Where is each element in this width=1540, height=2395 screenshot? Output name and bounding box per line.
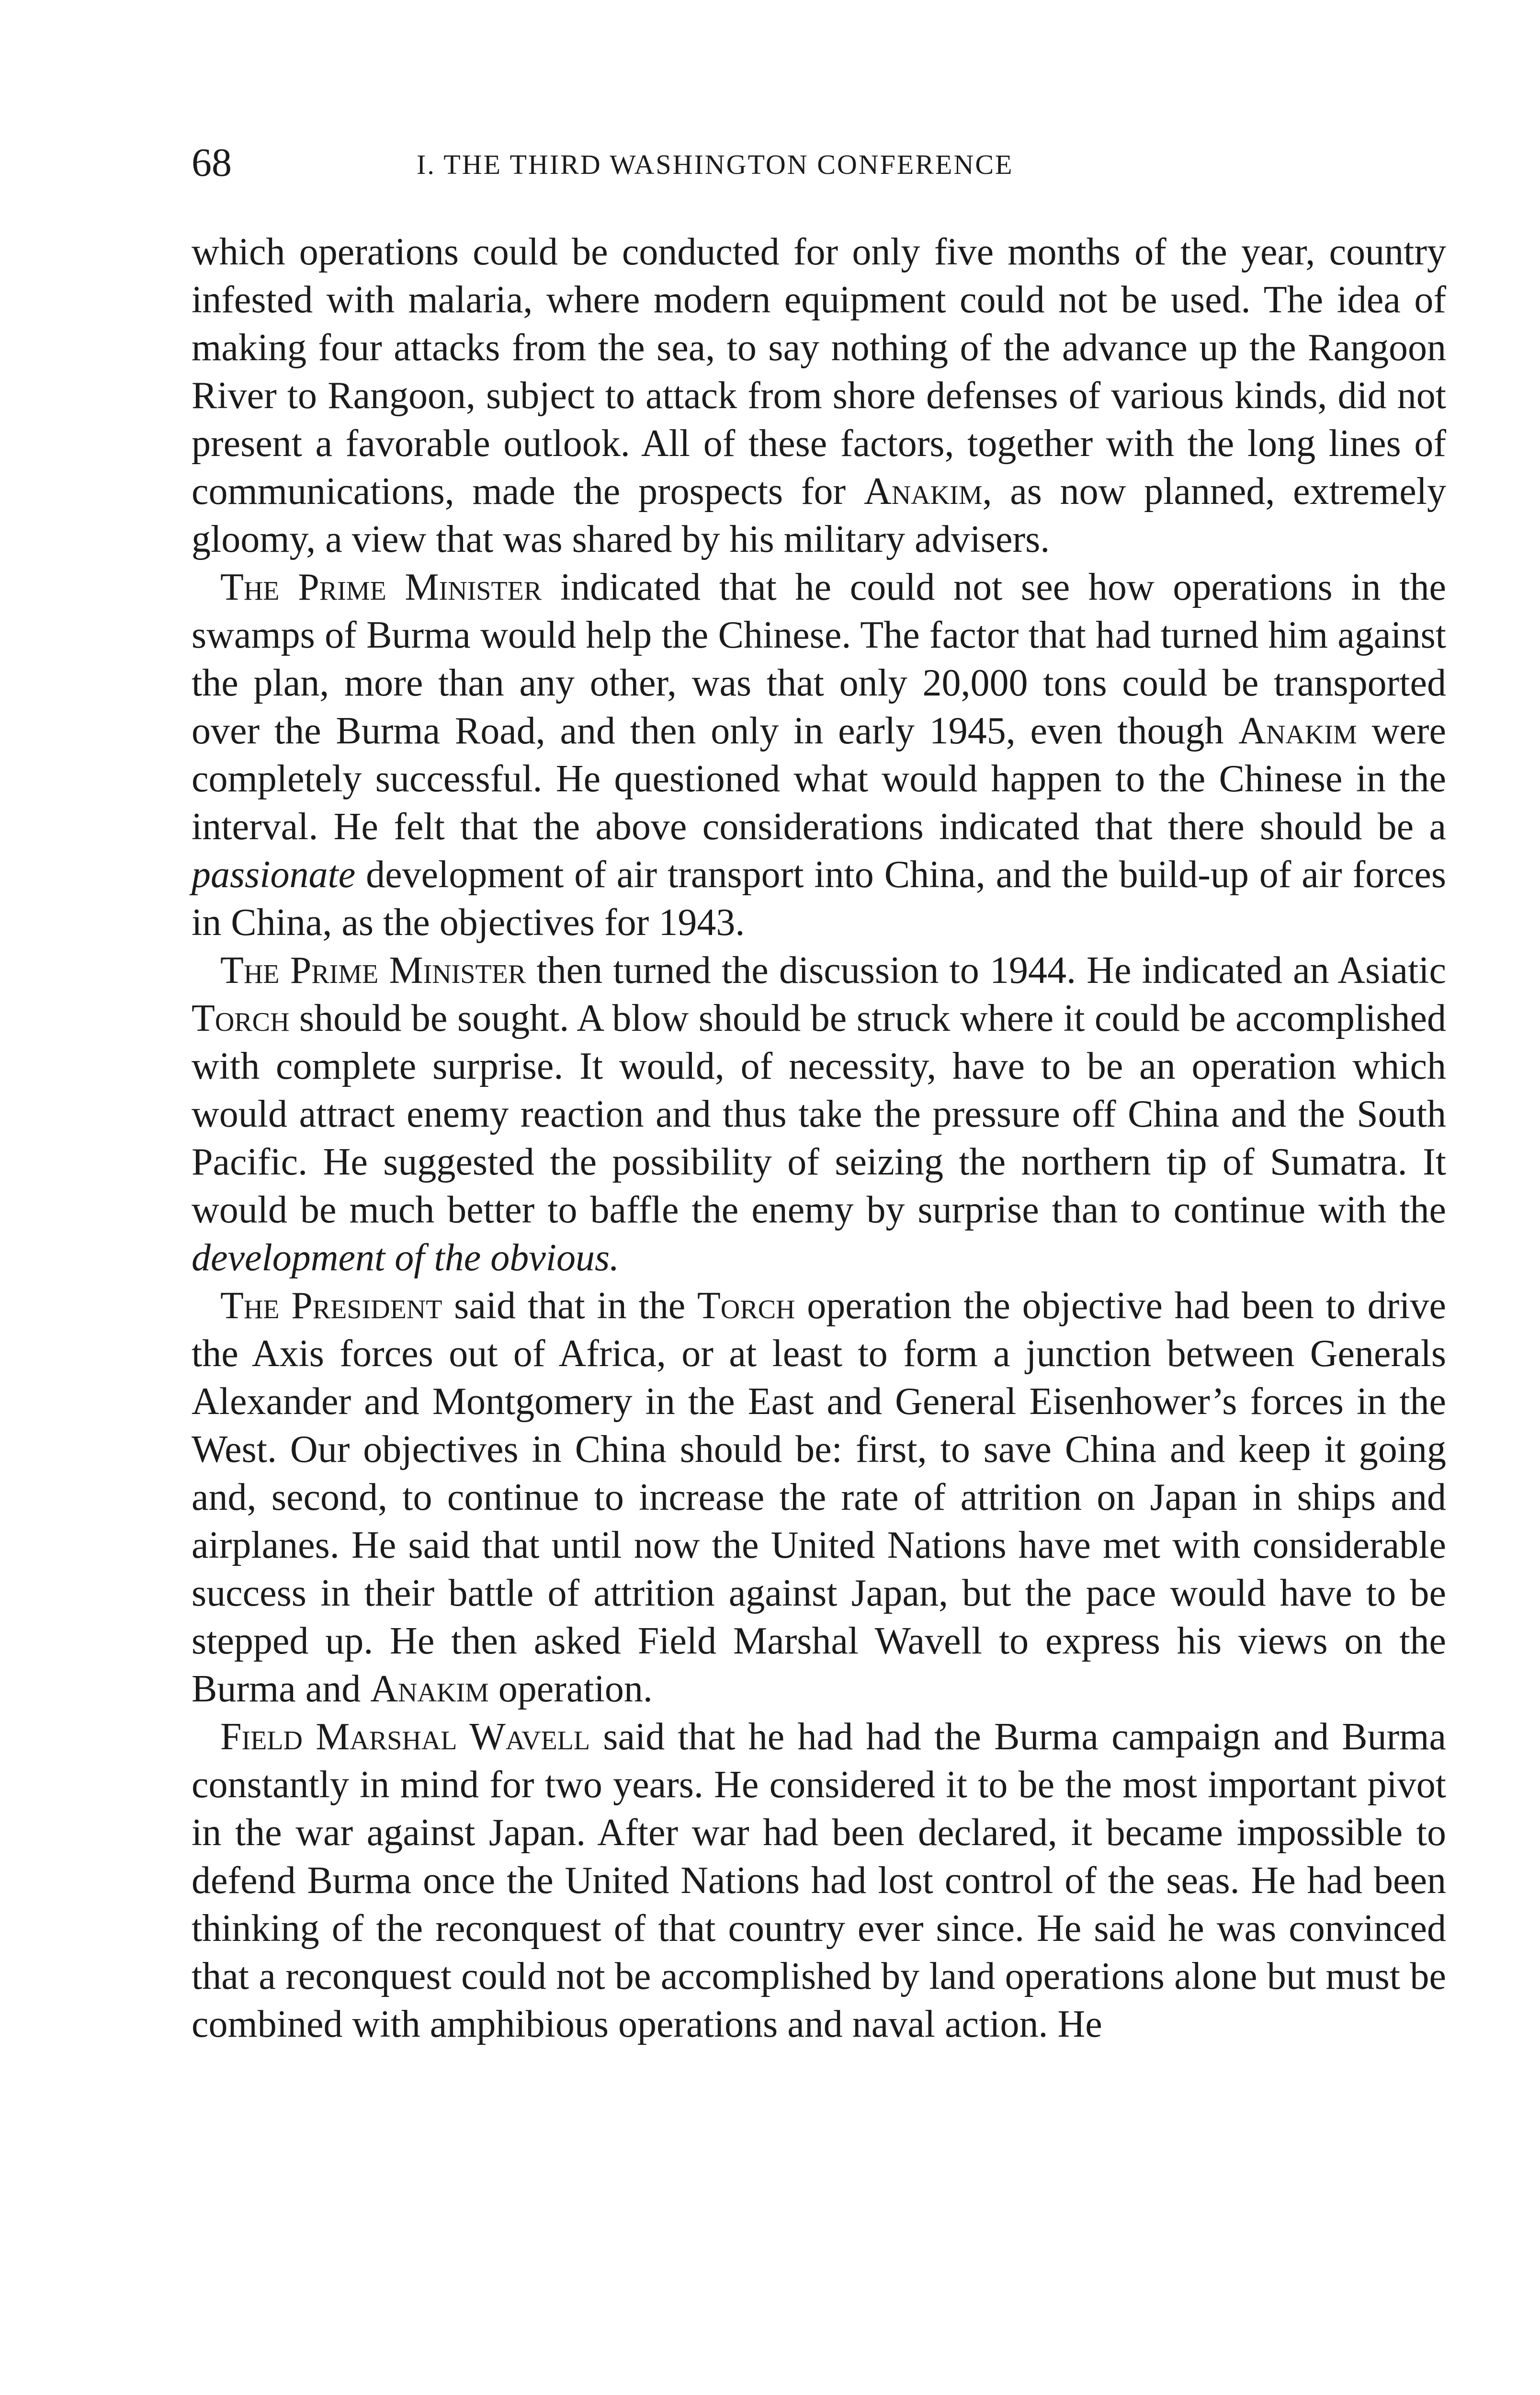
paragraph-text: operation. [488, 1668, 653, 1710]
operation-name: Anakim [370, 1668, 489, 1710]
paragraph-4 [192, 1282, 1446, 1713]
speaker-name: The Prime Minister [220, 566, 542, 608]
page-header [192, 139, 1446, 206]
body-text [192, 228, 1446, 2048]
paragraph-5 [192, 1713, 1446, 2048]
operation-name: Anakim [863, 470, 983, 513]
operation-name: Anakim [1238, 710, 1357, 752]
emphasis-text: development of the obvious. [192, 1237, 620, 1279]
page-number: 68 [192, 140, 232, 185]
running-head: I. THE THIRD WASHINGTON CONFERENCE [417, 149, 1014, 180]
speaker-name: The Prime Minister [220, 949, 526, 992]
operation-name: Torch [192, 997, 290, 1039]
operation-name: Torch [697, 1285, 795, 1327]
paragraph-text: should be sought. A blow should be struck where it could be accomplished with complete surprise. It would, of necessity, have to be an operation which would attract enemy reaction and thus take the pressure off China and the South Pacific. He suggested the possibility of seizing the northern tip of Sumatra. It would be much better to baffle the enemy by surprise than to continue with the [192, 997, 1446, 1231]
speaker-name: The President [220, 1285, 442, 1327]
speaker-name: Field Marshal Wavell [220, 1716, 590, 1758]
paragraph-3 [192, 947, 1446, 1282]
paragraph-text: , as now planned, extremely gloomy, a view that was shared by his military advisers. [192, 470, 1446, 560]
paragraph-text: indicated that he could not see how operations in the swamps of Burma would help the Chinese. The factor that had turned him against the plan, more than any other, was that only 20,000 tons could be transported over the Burma Road, and then only in early 1945, even though [192, 566, 1446, 752]
emphasis-text: passionate [192, 854, 356, 896]
paragraph-2 [192, 563, 1446, 947]
paragraph-text: said that in the [442, 1285, 698, 1327]
paragraph-text: then turned the discussion to 1944. He indicated an Asiatic [526, 949, 1447, 992]
paragraph-text: were completely successful. He questioned what would happen to the Chinese in the interval. He felt that the above considerations indicated that there should be a [192, 710, 1446, 848]
paragraph-1 [192, 228, 1446, 563]
paragraph-text: said that he had had the Burma campaign and Burma constantly in mind for two years. He considered it to be the most important pivot in the war against Japan. After war had been declared, it became impossible to defend Burma once the United Nations had lost control of the seas. He had been thinking of the reconquest of that country ever since. He said he was convinced that a reconquest could not be accomplished by land operations alone but must be combined with amphibious operations and naval action. He [192, 1716, 1446, 2045]
paragraph-text: which operations could be conducted for only five months of the year, country infested with malaria, where modern equipment could not be used. The idea of making four attacks from the sea, to say nothing of the advance up the Rangoon River to Rangoon, subject to attack from shore defenses of various kinds, did not present a favorable outlook. All of these factors, together with the long lines of communications, made the prospects for [192, 231, 1446, 513]
paragraph-text: development of air transport into China, and the build-up of air forces in China, as the objectives for 1943. [192, 854, 1446, 944]
paragraph-text: operation the objective had been to drive the Axis forces out of Africa, or at least to form a junction between Generals Alexander and Montgomery in the East and General Eisenhower’s forces in the West. Our objectives in China should be: first, to save China and keep it going and, second, to continue to increase the rate of attrition on Japan in ships and airplanes. He said that until now the United Nations have met with considerable success in their battle of attrition against Japan, but the pace would have to be stepped up. He then asked Field Marshal Wavell to express his views on the Burma and [192, 1285, 1446, 1710]
